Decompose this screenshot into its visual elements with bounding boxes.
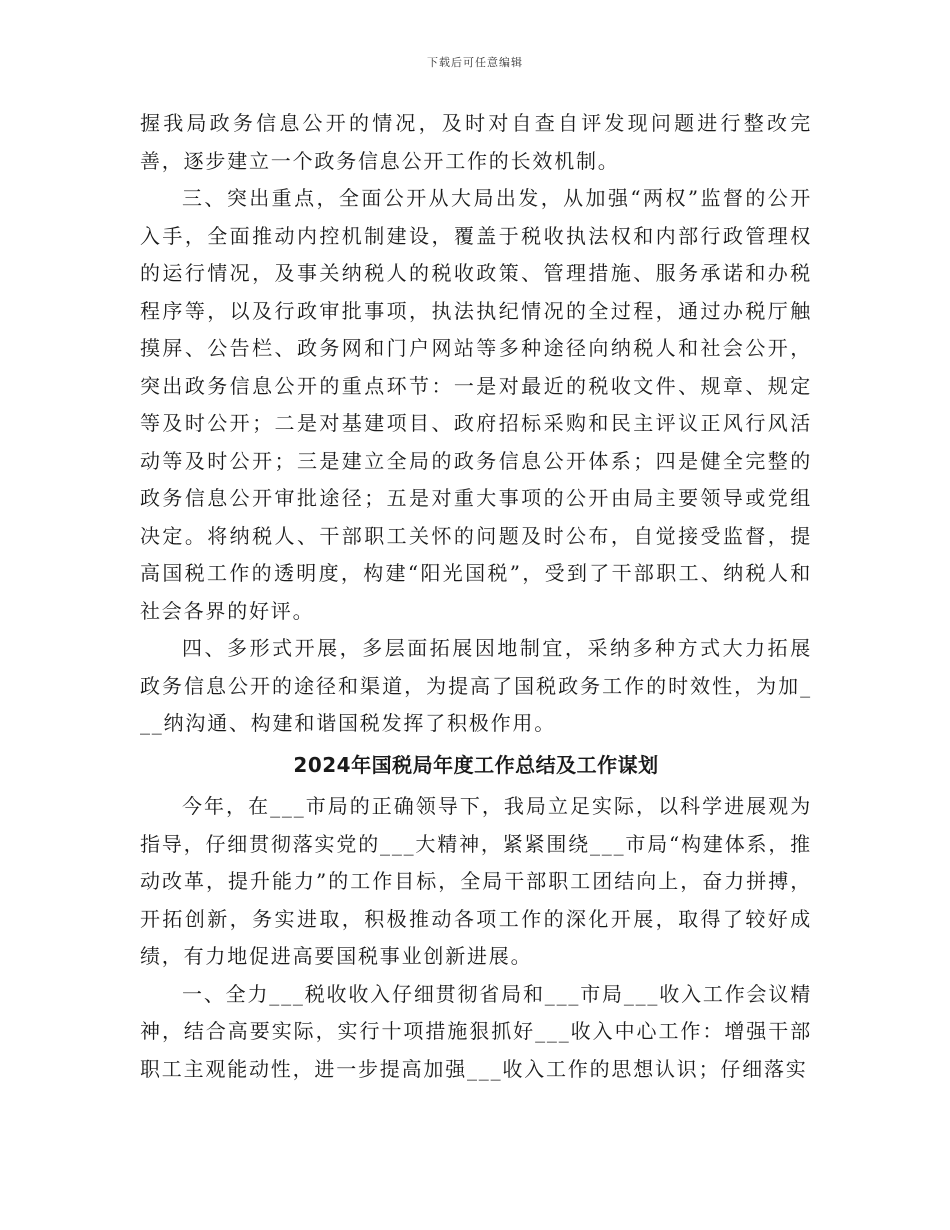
document-title: 2024年国税局年度工作总结及工作谋划	[293, 752, 659, 777]
paragraph-section-4: 四、多形式开展，多层面拓展因地制宜，采纳多种方式大力拓展政务信息公开的途径和渠道，为提高了国税政务工作的时效性，为加___纳沟通、构建和谐国税发挥了积极作用。	[140, 636, 812, 735]
paragraph-continued: 握我局政务信息公开的情况，及时对自查自评发现问题进行整改完善，逐步建立一个政务信息公开工作的长效机制。	[140, 111, 812, 173]
paragraph-section-1: 一、全力___税收收入仔细贯彻省局和___市局___收入工作会议精神，结合高要实际，实行十项措施狠抓好___收入中心工作：增强干部职工主观能动性，进一步提高加强___收入工作的思想认识；仔细落实	[140, 981, 812, 1081]
paragraph-intro: 今年，在___市局的正确领导下，我局立足实际，以科学进展观为指导，仔细贯彻落实党的___大精神，紧紧围绕___市局“构建体系，推动改革，提升能力”的工作目标，全局干部职工团结向上，奋力拼搏，开拓创新，务实进取，积极推动各项工作的深化开展，取得了较好成绩，有力地促进高要国税事业创新进展。	[140, 794, 812, 968]
document-body	[140, 105, 812, 1088]
paragraph-section-3: 三、突出重点，全面公开从大局出发，从加强“两权”监督的公开入手，全面推动内控机制建设，覆盖于税收执法权和内部行政管理权的运行情况，及事关纳税人的税收政策、管理措施、服务承诺和办税程序等，以及行政审批事项，执法执纪情况的全过程，通过办税厅触摸屏、公告栏、政务网和门户网站等多种途径向纳税人和社会公开，突出政务信息公开的重点环节：一是对最近的税收文件、规章、规定等及时公开；二是对基建项目、政府招标采购和民主评议正风行风活动等及时公开；三是建立全局的政务信息公开体系；四是健全完整的政务信息公开审批途径；五是对重大事项的公开由局主要领导或党组决定。将纳税人、干部职工关怀的问题及时公布，自觉接受监督，提高国税工作的透明度，构建“阳光国税”，受到了干部职工、纳税人和社会各界的好评。	[140, 186, 812, 623]
page-header-note: 下载后可任意编辑	[427, 56, 523, 69]
